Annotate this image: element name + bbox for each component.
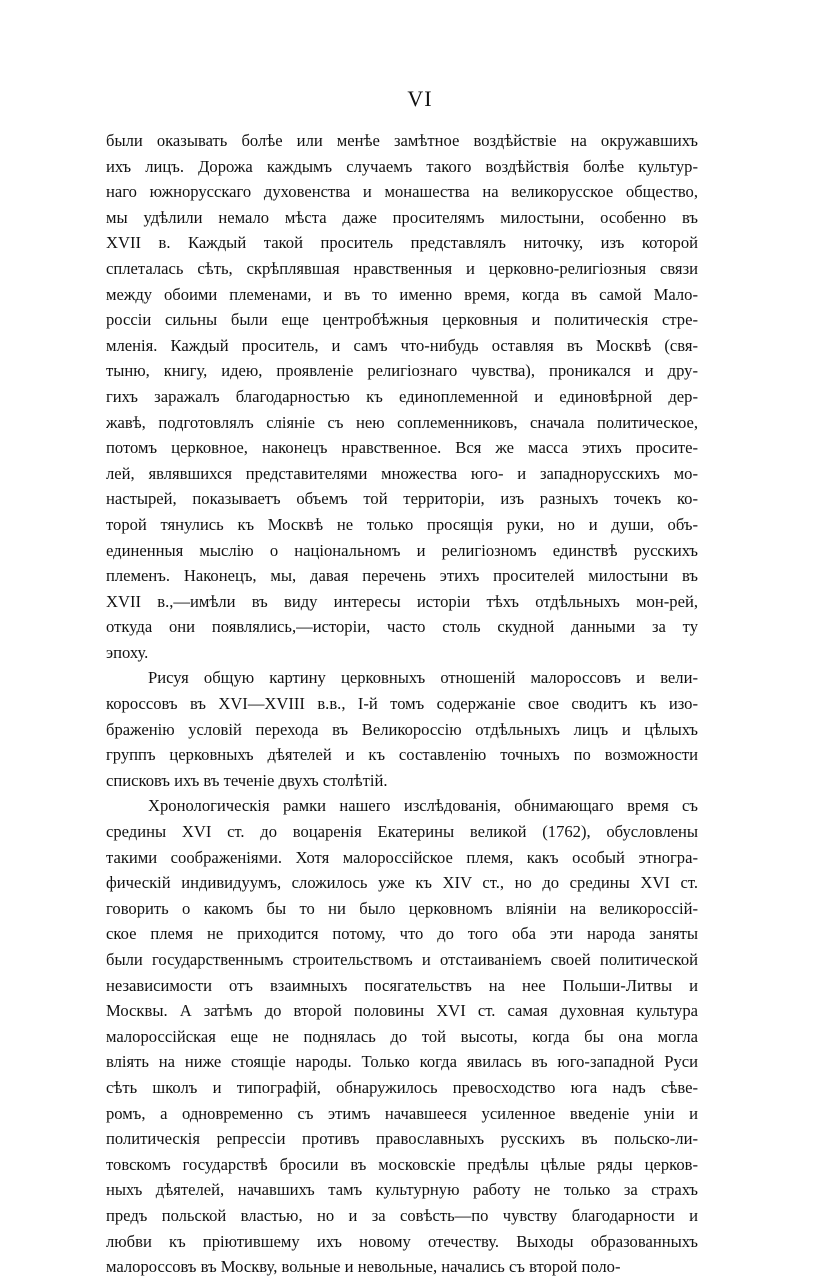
text-line: лей, являвшихся представителями множества юго- и западнорусскихъ мо- <box>106 463 698 483</box>
body-text <box>106 128 698 1280</box>
text-line: были государственнымъ строительствомъ и отстаиваніемъ своей политической <box>106 950 698 969</box>
text-line: такими соображеніями. Хотя малороссійское племя, какъ особый этногра- <box>106 847 698 867</box>
text-line: Рисуя общую картину церковныхъ отношеній малороссовъ и вели- <box>148 668 698 688</box>
text-line: сплеталась сѣть, скрѣплявшая нравственныя и церковно-религіозныя связи <box>106 258 698 278</box>
paragraph <box>106 665 698 793</box>
text-line: ихъ лицъ. Дорожа каждымъ случаемъ такого воздѣйствія болѣе культур- <box>106 156 698 176</box>
text-line: фическій индивидуумъ, сложилось уже къ XIV ст., но до средины XVI ст. <box>106 873 698 893</box>
text-line: XVII в. Каждый такой проситель представлялъ ниточку, изъ которой <box>106 233 698 253</box>
text-line: между обоими племенами, и въ то именно время, когда въ самой Мало- <box>106 284 698 304</box>
text-line: малороссійская еще не поднялась до той высоты, когда бы она могла <box>106 1026 698 1046</box>
page-number: VI <box>407 86 433 111</box>
text-line: предъ польской властью, но и за совѣсть—по чувству благодарности и <box>106 1205 698 1225</box>
text-line: откуда они появлялись,—исторіи, часто столь скудной данными за ту <box>106 617 698 637</box>
text-line: торой тянулись къ Москвѣ не только просящія руки, но и души, объ- <box>106 514 698 534</box>
text-line: тыню, книгу, идею, проявленіе религіознаго чувства), проникался и дру- <box>106 361 698 381</box>
text-line: Москвы. А затѣмъ до второй половины XVI ст. самая духовная культура <box>106 1001 698 1021</box>
text-line: браженію условій перехода въ Великороссію отдѣльныхъ лицъ и цѣлыхъ <box>106 719 698 739</box>
paragraph <box>106 793 698 1279</box>
text-line: наго южнорусскаго духовенства и монашества на великорусское общество, <box>106 182 698 202</box>
text-line: группъ церковныхъ дѣятелей и къ составленію точныхъ по возможности <box>106 745 698 765</box>
text-line: настырей, показываетъ объемъ той территоріи, изъ разныхъ точекъ ко- <box>106 489 698 509</box>
text-line: эпоху. <box>106 642 149 662</box>
text-line: малороссовъ въ Москву, вольные и невольные, начались съ второй поло- <box>106 1257 621 1277</box>
text-line: Хронологическія рамки нашего изслѣдованія, обнимающаго время съ <box>148 796 698 816</box>
text-line: товскомъ государствѣ бросили въ московскіе предѣлы цѣлые ряды церков- <box>106 1154 698 1174</box>
text-line: единенныя мыслію о національномъ и религіозномъ единствѣ русскихъ <box>106 540 698 560</box>
text-line: политическія репрессіи противъ православныхъ русскихъ въ польско-ли- <box>106 1129 698 1149</box>
text-line: независимости отъ взаимныхъ посягательствъ на нее Польши-Литвы и <box>106 975 698 995</box>
text-line: были оказывать болѣе или менѣе замѣтное воздѣйствіе на окружавшихъ <box>106 131 698 150</box>
text-line: гихъ заражалъ благодарностью къ единоплеменной и единовѣрной дер- <box>106 386 698 406</box>
text-line: ское племя не приходится потому, что до того оба эти народа заняты <box>106 924 698 944</box>
text-line: говорить о какомъ бы то ни было церковномъ вліяніи на великороссій- <box>106 898 698 918</box>
paragraph <box>106 128 698 665</box>
text-line: ныхъ дѣятелей, начавшихъ тамъ культурную работу не только за страхъ <box>106 1180 698 1200</box>
text-line: XVII в.,—имѣли въ виду интересы исторіи тѣхъ отдѣльныхъ мон-рей, <box>106 591 698 611</box>
text-line: мленія. Каждый проситель, и самъ что-нибудь оставляя въ Москвѣ (свя- <box>106 335 698 355</box>
text-line: вліять на ниже стоящіе народы. Только когда явилась въ юго-западной Руси <box>106 1052 698 1072</box>
text-line: любви къ пріютившему ихъ новому отечеству. Выходы образованныхъ <box>106 1231 698 1251</box>
text-line: короссовъ въ XVI—XVIII в.в., І-й томъ содержаніе свое сводитъ къ изо- <box>106 694 698 714</box>
text-line: ромъ, а одновременно съ этимъ начавшееся усиленное введеніе уніи и <box>106 1103 698 1123</box>
text-line: племенъ. Наконецъ, мы, давая перечень этихъ просителей милостыни въ <box>106 566 698 586</box>
text-line: средины XVI ст. до воцаренія Екатерины великой (1762), обусловлены <box>106 822 698 842</box>
text-line: списковъ ихъ въ теченіе двухъ столѣтій. <box>106 770 388 790</box>
text-line: потомъ церковное, наконецъ нравственное. Вся же масса этихъ просите- <box>106 438 698 458</box>
text-line: россіи сильны были еще центробѣжныя церковныя и политическія стре- <box>106 310 698 330</box>
text-line: сѣть школъ и типографій, обнаружилось превосходство юга надъ сѣве- <box>106 1077 698 1097</box>
text-line: мы удѣлили немало мѣста даже просителямъ милостыни, особенно въ <box>106 207 698 227</box>
text-line: жавѣ, подготовлялъ сліяніе съ нею соплеменниковъ, сначала политическое, <box>106 412 698 432</box>
